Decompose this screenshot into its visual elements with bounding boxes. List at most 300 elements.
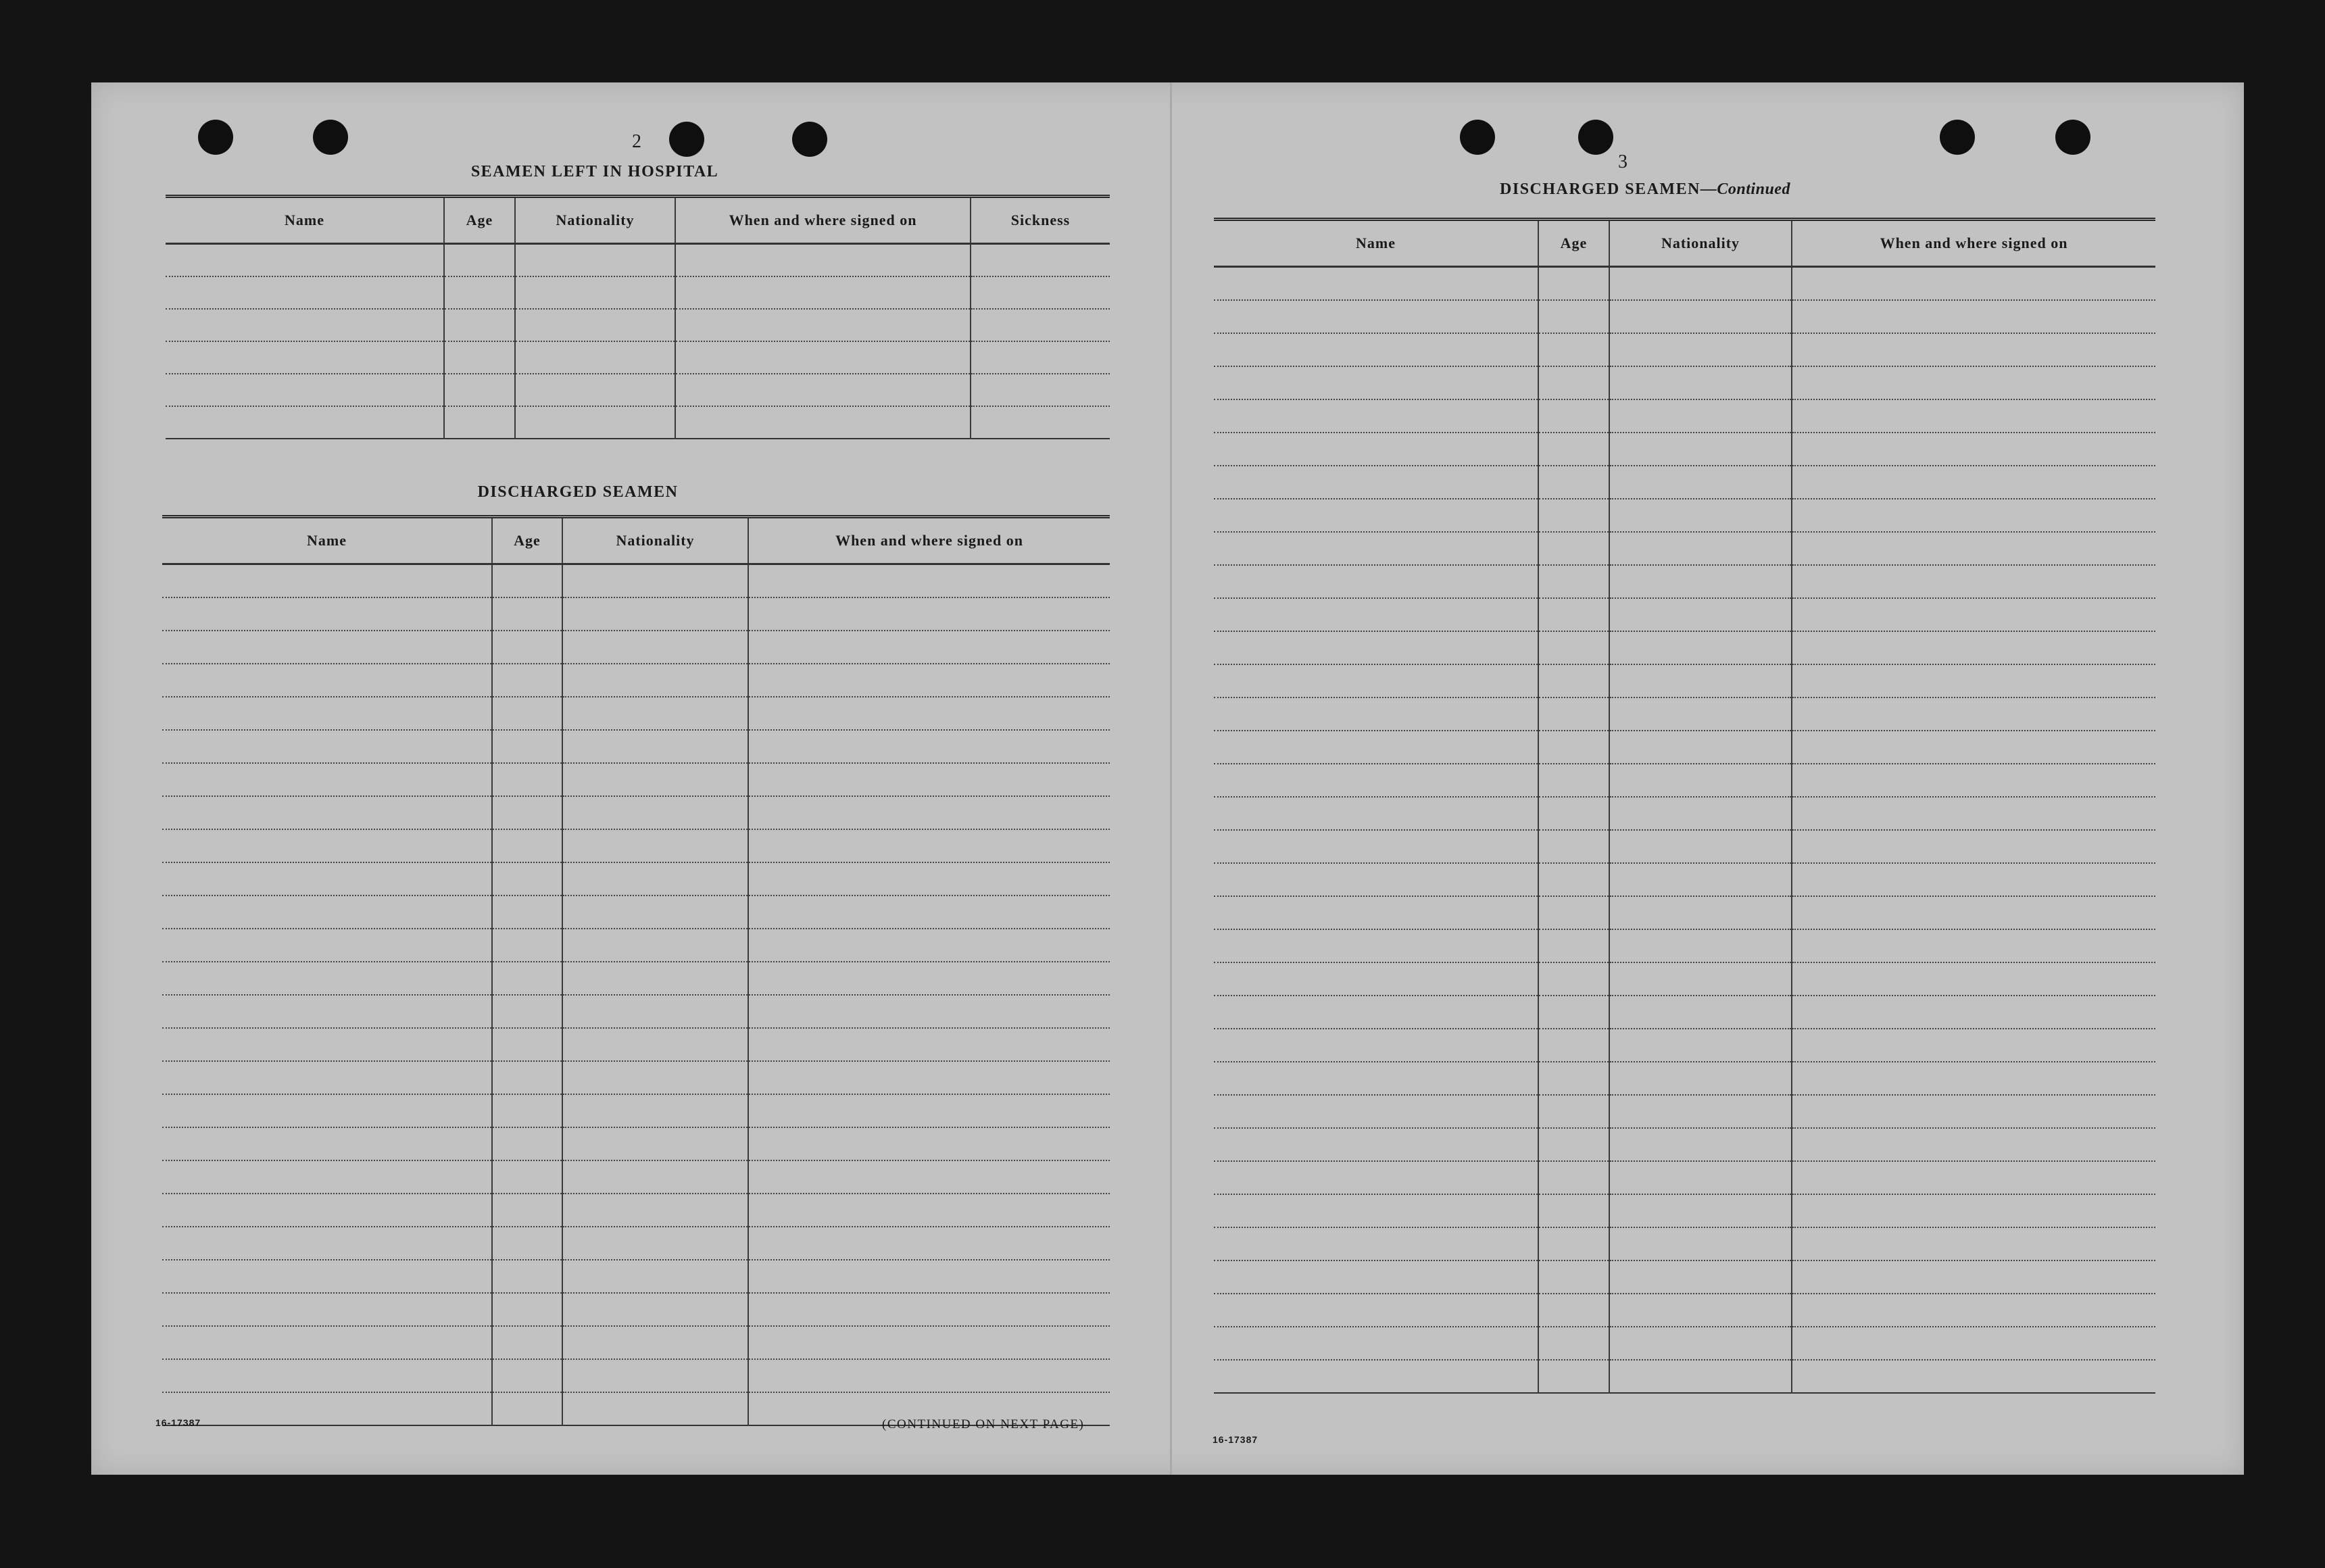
blank-cell	[162, 896, 492, 929]
page-number: 3	[1618, 151, 1628, 172]
blank-cell	[492, 1260, 562, 1293]
blank-cell	[1214, 1029, 1538, 1062]
blank-cell	[492, 796, 562, 829]
blank-form-row	[1214, 466, 2155, 499]
blank-cell	[1792, 1194, 2155, 1227]
blank-cell	[1214, 631, 1538, 664]
blank-cell	[1609, 532, 1792, 565]
blank-cell	[1792, 366, 2155, 399]
blank-cell	[1214, 433, 1538, 466]
blank-cell	[1214, 797, 1538, 830]
column-header-age: Age	[492, 517, 562, 564]
blank-form-row	[1214, 598, 2155, 631]
blank-cell	[1538, 631, 1609, 664]
blank-form-row	[1214, 333, 2155, 366]
punch-hole	[313, 120, 348, 155]
blank-cell	[1538, 830, 1609, 863]
blank-form-row	[1214, 565, 2155, 598]
column-header-nationality: Nationality	[562, 517, 748, 564]
blank-form-row	[166, 374, 1110, 406]
blank-cell	[562, 1260, 748, 1293]
blank-form-row	[1214, 1360, 2155, 1393]
column-header-nationality: Nationality	[1609, 220, 1792, 267]
punch-hole	[1578, 120, 1613, 155]
blank-cell	[162, 1392, 492, 1425]
blank-cell	[1214, 764, 1538, 797]
blank-cell	[162, 763, 492, 796]
punch-hole	[792, 122, 827, 157]
blank-cell	[1609, 797, 1792, 830]
blank-form-row	[162, 796, 1110, 829]
blank-cell	[1609, 1294, 1792, 1327]
section-title: DISCHARGED SEAMEN	[1500, 180, 1700, 198]
blank-cell	[748, 697, 1110, 730]
blank-cell	[971, 374, 1110, 406]
blank-cell	[1792, 399, 2155, 433]
blank-form-row	[1214, 1029, 2155, 1062]
blank-cell	[162, 1061, 492, 1094]
blank-form-row	[1214, 1327, 2155, 1360]
discharged-section-title: DISCHARGED SEAMEN	[477, 483, 679, 501]
form-number: 16-17387	[155, 1417, 201, 1428]
blank-cell	[492, 664, 562, 697]
blank-cell	[515, 374, 675, 406]
blank-cell	[1609, 366, 1792, 399]
blank-form-row	[1214, 764, 2155, 797]
blank-form-row	[162, 962, 1110, 995]
blank-cell	[492, 1094, 562, 1127]
blank-cell	[1792, 863, 2155, 896]
blank-cell	[971, 406, 1110, 439]
blank-cell	[1609, 1062, 1792, 1095]
blank-form-row	[1214, 929, 2155, 962]
blank-cell	[748, 564, 1110, 598]
blank-cell	[492, 962, 562, 995]
blank-cell	[748, 896, 1110, 929]
blank-cell	[1609, 1360, 1792, 1393]
blank-cell	[748, 1227, 1110, 1260]
blank-cell	[562, 962, 748, 995]
blank-cell	[162, 1293, 492, 1326]
blank-cell	[1609, 399, 1792, 433]
blank-cell	[1538, 896, 1609, 929]
blank-form-row	[162, 564, 1110, 598]
continued-header-row	[1214, 220, 2155, 267]
blank-cell	[162, 631, 492, 664]
punch-hole	[669, 122, 704, 157]
blank-cell	[1609, 499, 1792, 532]
blank-cell	[1214, 1128, 1538, 1161]
blank-cell	[1538, 267, 1609, 301]
blank-cell	[1538, 1029, 1609, 1062]
blank-cell	[562, 1293, 748, 1326]
blank-cell	[562, 664, 748, 697]
blank-form-row	[1214, 267, 2155, 301]
blank-cell	[162, 564, 492, 598]
discharged-continued-title	[1442, 180, 1848, 199]
blank-cell	[1214, 366, 1538, 399]
blank-cell	[562, 1127, 748, 1160]
blank-cell	[1609, 1260, 1792, 1294]
blank-cell	[492, 1160, 562, 1194]
blank-cell	[971, 341, 1110, 374]
column-header-nationality: Nationality	[515, 197, 675, 244]
blank-cell	[1792, 830, 2155, 863]
blank-form-row	[1214, 433, 2155, 466]
blank-cell	[1609, 1161, 1792, 1194]
blank-cell	[1214, 1327, 1538, 1360]
blank-cell	[748, 962, 1110, 995]
blank-cell	[492, 1326, 562, 1359]
blank-cell	[748, 1194, 1110, 1227]
hospital-table	[166, 195, 1110, 439]
blank-cell	[492, 564, 562, 598]
blank-cell	[748, 730, 1110, 763]
blank-form-row	[162, 1061, 1110, 1094]
blank-cell	[492, 829, 562, 862]
blank-cell	[971, 276, 1110, 309]
blank-cell	[748, 1260, 1110, 1293]
left-page	[91, 82, 1170, 1475]
blank-cell	[1214, 466, 1538, 499]
blank-cell	[444, 374, 515, 406]
blank-form-row	[1214, 1161, 2155, 1194]
blank-cell	[492, 1359, 562, 1392]
blank-cell	[1214, 499, 1538, 532]
blank-cell	[1538, 697, 1609, 731]
blank-cell	[1792, 764, 2155, 797]
column-header-name: Name	[166, 197, 444, 244]
blank-cell	[1792, 731, 2155, 764]
blank-cell	[1792, 1327, 2155, 1360]
blank-cell	[748, 995, 1110, 1028]
blank-cell	[562, 631, 748, 664]
blank-cell	[1538, 499, 1609, 532]
blank-form-row	[1214, 697, 2155, 731]
blank-cell	[1609, 1029, 1792, 1062]
column-header-signed-on: When and where signed on	[748, 517, 1110, 564]
blank-cell	[1538, 731, 1609, 764]
blank-cell	[562, 763, 748, 796]
blank-cell	[1792, 267, 2155, 301]
blank-form-row	[1214, 1294, 2155, 1327]
blank-cell	[1538, 565, 1609, 598]
blank-cell	[162, 1194, 492, 1227]
blank-cell	[1792, 1062, 2155, 1095]
blank-cell	[1214, 1062, 1538, 1095]
blank-form-row	[162, 896, 1110, 929]
blank-cell	[444, 276, 515, 309]
blank-form-row	[162, 730, 1110, 763]
blank-cell	[166, 309, 444, 341]
blank-cell	[562, 1392, 748, 1425]
blank-cell	[748, 597, 1110, 631]
blank-cell	[1214, 267, 1538, 301]
blank-cell	[562, 1326, 748, 1359]
blank-cell	[492, 896, 562, 929]
blank-cell	[1609, 466, 1792, 499]
blank-form-row	[1214, 1194, 2155, 1227]
blank-form-row	[162, 1359, 1110, 1392]
blank-cell	[1792, 532, 2155, 565]
blank-form-row	[166, 244, 1110, 277]
blank-cell	[1214, 1294, 1538, 1327]
blank-cell	[1792, 996, 2155, 1029]
blank-form-row	[162, 763, 1110, 796]
blank-cell	[515, 276, 675, 309]
blank-cell	[1214, 1194, 1538, 1227]
blank-cell	[1792, 1360, 2155, 1393]
blank-cell	[492, 631, 562, 664]
blank-cell	[1609, 631, 1792, 664]
blank-cell	[1792, 300, 2155, 333]
blank-cell	[162, 1326, 492, 1359]
form-sheet	[91, 82, 2244, 1475]
blank-cell	[1214, 399, 1538, 433]
blank-cell	[1792, 466, 2155, 499]
blank-cell	[1609, 764, 1792, 797]
blank-cell	[1609, 731, 1792, 764]
blank-cell	[748, 1326, 1110, 1359]
blank-cell	[492, 1227, 562, 1260]
blank-form-row	[166, 341, 1110, 374]
blank-form-row	[1214, 1227, 2155, 1260]
blank-form-row	[1214, 366, 2155, 399]
column-header-name: Name	[1214, 220, 1538, 267]
blank-cell	[492, 1194, 562, 1227]
punch-hole	[1940, 120, 1975, 155]
column-header-signed-on: When and where signed on	[1792, 220, 2155, 267]
blank-cell	[562, 597, 748, 631]
blank-cell	[1609, 1194, 1792, 1227]
blank-cell	[1609, 267, 1792, 301]
blank-form-row	[1214, 532, 2155, 565]
blank-cell	[492, 763, 562, 796]
blank-cell	[515, 244, 675, 277]
blank-cell	[1538, 1194, 1609, 1227]
blank-cell	[1609, 664, 1792, 697]
blank-form-row	[1214, 1128, 2155, 1161]
blank-cell	[492, 1293, 562, 1326]
blank-cell	[166, 244, 444, 277]
blank-form-row	[1214, 863, 2155, 896]
blank-cell	[562, 862, 748, 896]
blank-cell	[1214, 731, 1538, 764]
blank-cell	[1538, 962, 1609, 996]
blank-cell	[1538, 1095, 1609, 1128]
column-header-age: Age	[444, 197, 515, 244]
blank-cell	[971, 309, 1110, 341]
blank-cell	[444, 341, 515, 374]
blank-cell	[1792, 664, 2155, 697]
punch-hole	[1460, 120, 1495, 155]
blank-cell	[1609, 565, 1792, 598]
blank-cell	[675, 244, 971, 277]
blank-cell	[162, 730, 492, 763]
blank-cell	[492, 1392, 562, 1425]
blank-form-row	[162, 1194, 1110, 1227]
blank-form-row	[162, 1094, 1110, 1127]
blank-cell	[1609, 996, 1792, 1029]
blank-cell	[162, 697, 492, 730]
blank-cell	[162, 597, 492, 631]
blank-cell	[1538, 1161, 1609, 1194]
blank-cell	[1792, 1128, 2155, 1161]
blank-cell	[1214, 996, 1538, 1029]
blank-form-row	[166, 309, 1110, 341]
blank-cell	[162, 1094, 492, 1127]
blank-cell	[562, 697, 748, 730]
blank-cell	[162, 829, 492, 862]
blank-cell	[562, 1194, 748, 1227]
blank-cell	[1538, 598, 1609, 631]
blank-form-row	[162, 1028, 1110, 1061]
blank-cell	[492, 929, 562, 962]
column-header-age: Age	[1538, 220, 1609, 267]
blank-cell	[492, 995, 562, 1028]
blank-cell	[1792, 1095, 2155, 1128]
blank-cell	[748, 1127, 1110, 1160]
blank-form-row	[1214, 499, 2155, 532]
blank-cell	[492, 730, 562, 763]
blank-cell	[162, 862, 492, 896]
blank-cell	[1792, 962, 2155, 996]
blank-form-row	[162, 1326, 1110, 1359]
blank-form-row	[162, 697, 1110, 730]
blank-form-row	[166, 276, 1110, 309]
blank-cell	[562, 1061, 748, 1094]
blank-cell	[1214, 896, 1538, 929]
blank-cell	[1609, 598, 1792, 631]
hospital-header-row	[166, 197, 1110, 244]
blank-cell	[1538, 532, 1609, 565]
blank-cell	[1538, 797, 1609, 830]
blank-cell	[1609, 697, 1792, 731]
blank-cell	[162, 1127, 492, 1160]
blank-cell	[1609, 929, 1792, 962]
blank-cell	[748, 1293, 1110, 1326]
blank-cell	[1538, 1260, 1609, 1294]
blank-cell	[1609, 333, 1792, 366]
blank-cell	[166, 341, 444, 374]
blank-cell	[492, 862, 562, 896]
blank-cell	[1214, 929, 1538, 962]
continued-note: (CONTINUED ON NEXT PAGE)	[882, 1417, 1085, 1431]
blank-cell	[562, 896, 748, 929]
punch-hole	[198, 120, 233, 155]
blank-cell	[1609, 1095, 1792, 1128]
blank-cell	[1792, 333, 2155, 366]
blank-cell	[1538, 996, 1609, 1029]
blank-form-row	[1214, 962, 2155, 996]
blank-cell	[162, 1359, 492, 1392]
blank-cell	[162, 1260, 492, 1293]
blank-cell	[1609, 1227, 1792, 1260]
blank-form-row	[162, 1293, 1110, 1326]
blank-cell	[1792, 929, 2155, 962]
blank-cell	[515, 341, 675, 374]
blank-cell	[748, 862, 1110, 896]
blank-cell	[444, 406, 515, 439]
blank-cell	[1538, 1227, 1609, 1260]
blank-cell	[748, 1094, 1110, 1127]
blank-cell	[748, 664, 1110, 697]
blank-cell	[1214, 697, 1538, 731]
blank-cell	[492, 1061, 562, 1094]
blank-form-row	[1214, 300, 2155, 333]
blank-cell	[562, 995, 748, 1028]
blank-cell	[166, 374, 444, 406]
blank-form-row	[162, 597, 1110, 631]
blank-cell	[1214, 1227, 1538, 1260]
blank-cell	[1538, 1294, 1609, 1327]
blank-cell	[1214, 333, 1538, 366]
blank-cell	[1538, 1128, 1609, 1161]
blank-cell	[1538, 366, 1609, 399]
blank-form-row	[1214, 1095, 2155, 1128]
blank-cell	[748, 1359, 1110, 1392]
blank-form-row	[162, 862, 1110, 896]
blank-cell	[1609, 300, 1792, 333]
blank-cell	[1538, 764, 1609, 797]
blank-cell	[1538, 300, 1609, 333]
blank-form-row	[1214, 1062, 2155, 1095]
blank-cell	[748, 1160, 1110, 1194]
blank-cell	[444, 244, 515, 277]
blank-cell	[748, 1061, 1110, 1094]
blank-cell	[162, 664, 492, 697]
blank-cell	[1792, 1260, 2155, 1294]
blank-cell	[1538, 929, 1609, 962]
blank-form-row	[162, 1127, 1110, 1160]
blank-form-row	[1214, 1260, 2155, 1294]
blank-cell	[1214, 962, 1538, 996]
blank-cell	[1214, 565, 1538, 598]
blank-cell	[1214, 1161, 1538, 1194]
page-number: 2	[632, 131, 642, 152]
blank-form-row	[1214, 830, 2155, 863]
blank-cell	[492, 697, 562, 730]
blank-cell	[748, 929, 1110, 962]
blank-form-row	[1214, 664, 2155, 697]
blank-cell	[492, 597, 562, 631]
blank-cell	[675, 276, 971, 309]
blank-cell	[515, 406, 675, 439]
blank-cell	[1609, 962, 1792, 996]
blank-cell	[675, 309, 971, 341]
blank-cell	[1792, 1227, 2155, 1260]
blank-cell	[162, 929, 492, 962]
blank-cell	[748, 1028, 1110, 1061]
blank-cell	[162, 962, 492, 995]
column-header-signed-on: When and where signed on	[675, 197, 971, 244]
blank-cell	[1792, 797, 2155, 830]
blank-cell	[1538, 1062, 1609, 1095]
blank-cell	[1538, 466, 1609, 499]
blank-cell	[1792, 631, 2155, 664]
blank-cell	[166, 276, 444, 309]
blank-cell	[1792, 1029, 2155, 1062]
blank-cell	[562, 1160, 748, 1194]
blank-cell	[675, 341, 971, 374]
column-header-sickness: Sickness	[971, 197, 1110, 244]
blank-cell	[1538, 664, 1609, 697]
blank-cell	[1538, 863, 1609, 896]
blank-cell	[1792, 896, 2155, 929]
blank-cell	[748, 631, 1110, 664]
blank-form-row	[162, 829, 1110, 862]
blank-cell	[1214, 1095, 1538, 1128]
